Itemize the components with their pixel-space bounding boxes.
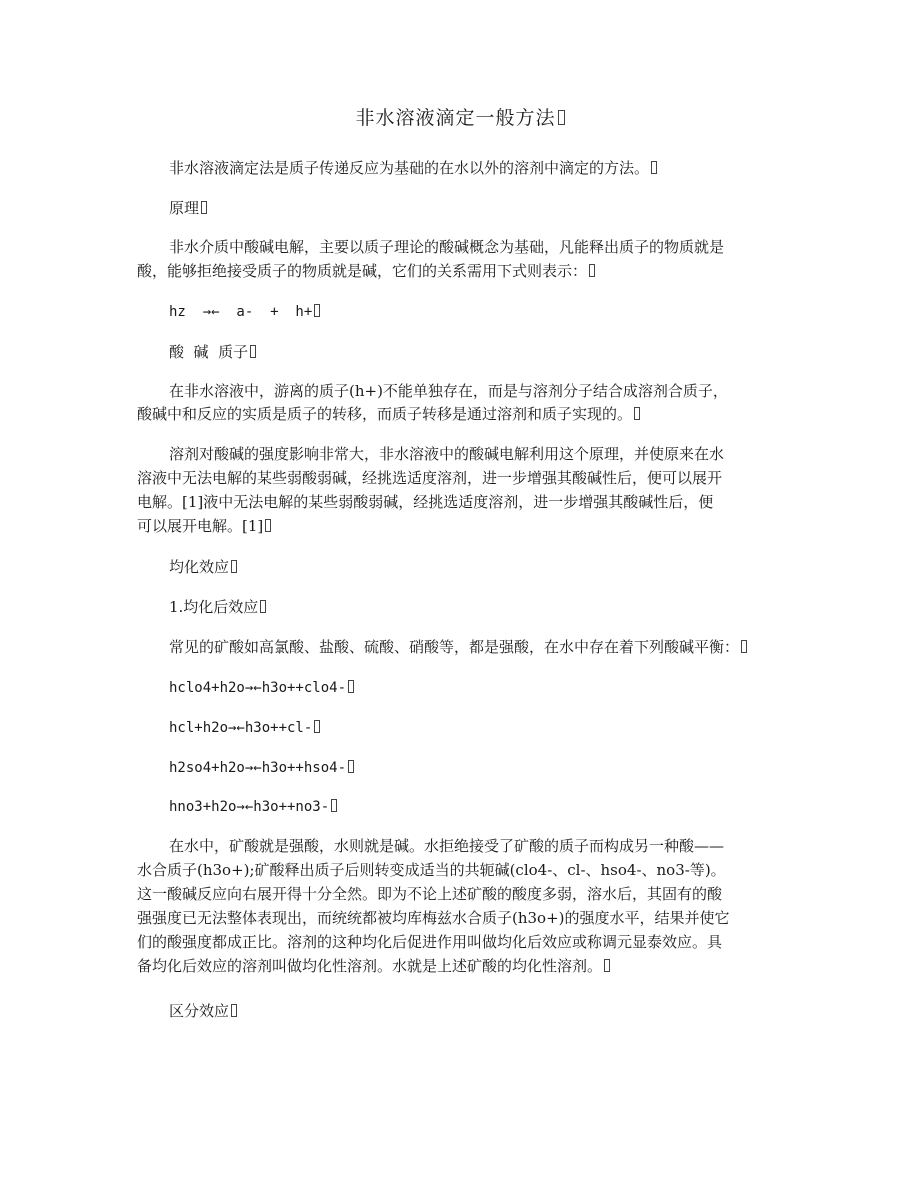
- paragraph-line: 非水介质中酸碱电解，主要以质子理论的酸碱概念为基础，凡能释出质子的物质就是: [169, 238, 725, 256]
- missing-glyph-icon: [314, 304, 320, 317]
- paragraph-line: 溶液中无法电解的某些弱酸弱碱，经挑选适度溶剂，进一步增强其酸碱性后，便可以展开: [137, 469, 723, 487]
- missing-glyph-icon: [589, 264, 595, 277]
- missing-glyph-icon: [260, 600, 266, 613]
- missing-glyph-icon: [348, 680, 354, 693]
- equation-line: hcl+h2o→←h3o++cl-: [169, 717, 320, 739]
- missing-glyph-icon: [604, 959, 610, 972]
- paragraph-line: 们的酸强度都成正比。溶剂的这种均化后促进作用叫做均化后效应或称调元显泰效应。具: [137, 933, 723, 951]
- section-heading: 均化效应: [169, 556, 237, 578]
- missing-glyph-icon: [634, 407, 640, 420]
- missing-glyph-icon: [651, 161, 657, 174]
- paragraph-line: 可以展开电解。[1]: [137, 515, 271, 537]
- missing-glyph-icon: [348, 760, 354, 773]
- missing-glyph-icon: [741, 640, 747, 653]
- section-heading: 原理: [169, 197, 207, 219]
- document-title: 非水溶液滴定一般方法: [0, 104, 920, 132]
- equation-line: hz →← a- + h+: [169, 301, 320, 323]
- missing-glyph-icon: [265, 519, 271, 532]
- equation-line: hno3+h2o→←h3o++no3-: [169, 796, 337, 818]
- paragraph-line: 这一酸碱反应向右展开得十分全然。即为不论上述矿酸的酸度多弱，溶水后，其固有的酸: [137, 885, 723, 903]
- paragraph-line: 非水溶液滴定法是质子传递反应为基础的在水以外的溶剂中滴定的方法。: [169, 157, 657, 179]
- paragraph-line: 酸，能够拒绝接受质子的物质就是碱，它们的关系需用下式则表示：: [137, 260, 595, 282]
- paragraph-line: 电解。[1]液中无法电解的某些弱酸弱碱，经挑选适度溶剂，进一步增强其酸碱性后，便: [137, 493, 714, 511]
- missing-glyph-icon: [231, 1004, 237, 1017]
- paragraph-line: 常见的矿酸如高氯酸、盐酸、硫酸、硝酸等，都是强酸，在水中存在着下列酸碱平衡：: [169, 636, 747, 658]
- paragraph-line: 水合质子(h3o+);矿酸释出质子后则转变成适当的共轭碱(clo4-、cl-、hso4-、no3-等)。: [137, 861, 726, 879]
- section-heading: 区分效应: [169, 1000, 237, 1022]
- paragraph-line: 备均化后效应的溶剂叫做均化性溶剂。水就是上述矿酸的均化性溶剂。: [137, 955, 610, 977]
- equation-line: hclo4+h2o→←h3o++clo4-: [169, 677, 354, 699]
- missing-glyph-icon: [201, 201, 207, 214]
- paragraph-line: 在水中，矿酸就是强酸，水则就是碱。水拒绝接受了矿酸的质子而构成另一种酸——: [169, 837, 725, 855]
- paragraph-line: 强强度已无法整体表现出，而统统都被均库梅兹水合质子(h3o+)的强度水平，结果并使它: [137, 909, 730, 927]
- paragraph-line: 溶剂对酸碱的强度影响非常大，非水溶液中的酸碱电解利用这个原理，并使原来在水: [169, 445, 725, 463]
- paragraph-line: 在非水溶液中，游离的质子(h+)不能单独存在，而是与溶剂分子结合成溶剂合质子，: [169, 382, 728, 400]
- subsection-heading: 1.均化后效应: [169, 596, 266, 618]
- missing-glyph-icon: [331, 799, 337, 812]
- missing-glyph-icon: [250, 345, 256, 358]
- equation-caption: 酸 碱 质子: [169, 341, 256, 363]
- missing-glyph-icon: [231, 560, 237, 573]
- equation-line: h2so4+h2o→←h3o++hso4-: [169, 757, 354, 779]
- missing-glyph-icon: [558, 110, 565, 125]
- paragraph-line: 酸碱中和反应的实质是质子的转移，而质子转移是通过溶剂和质子实现的。: [137, 403, 640, 425]
- missing-glyph-icon: [314, 720, 320, 733]
